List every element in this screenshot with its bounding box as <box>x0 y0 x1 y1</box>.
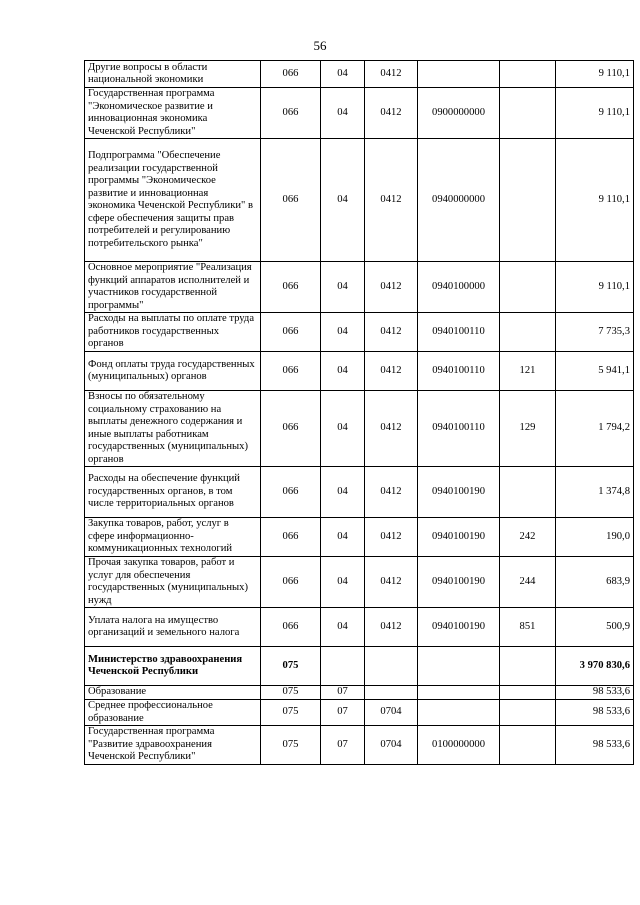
cell-expense-type <box>500 313 556 352</box>
cell-name: Основное мероприятие "Реализация функций аппаратов исполнителей и участников государственной программы" <box>85 262 261 313</box>
cell-section-code: 04 <box>321 88 365 139</box>
cell-name: Расходы на обеспечение функций государственных органов, в том числе территориальных органов <box>85 467 261 518</box>
cell-amount: 98 533,6 <box>556 686 634 700</box>
cell-expense-type: 129 <box>500 391 556 467</box>
cell-name: Фонд оплаты труда государственных (муниципальных) органов <box>85 352 261 391</box>
cell-subsection-code: 0412 <box>365 139 418 262</box>
cell-section-code: 07 <box>321 700 365 726</box>
cell-name: Государственная программа "Развитие здравоохранения Чеченской Республики" <box>85 726 261 765</box>
cell-subsection-code: 0704 <box>365 726 418 765</box>
cell-ministry-code: 066 <box>261 352 321 391</box>
table-row <box>85 557 634 608</box>
cell-amount: 5 941,1 <box>556 352 634 391</box>
cell-section-code: 04 <box>321 139 365 262</box>
cell-amount: 9 110,1 <box>556 61 634 88</box>
cell-section-code: 04 <box>321 352 365 391</box>
cell-amount: 1 374,8 <box>556 467 634 518</box>
cell-ministry-code: 066 <box>261 518 321 557</box>
cell-name: Закупка товаров, работ, услуг в сфере информационно-коммуникационных технологий <box>85 518 261 557</box>
cell-section-code: 04 <box>321 467 365 518</box>
cell-name: Государственная программа "Экономическое развитие и инновационная экономика Чеченской Республики" <box>85 88 261 139</box>
cell-expense-type <box>500 700 556 726</box>
table-row <box>85 647 634 686</box>
cell-name: Другие вопросы в области национальной экономики <box>85 61 261 88</box>
cell-name: Уплата налога на имущество организаций и земельного налога <box>85 608 261 647</box>
cell-section-code <box>321 647 365 686</box>
cell-ministry-code: 066 <box>261 139 321 262</box>
cell-target-article <box>418 700 500 726</box>
cell-subsection-code: 0412 <box>365 352 418 391</box>
cell-expense-type <box>500 262 556 313</box>
table-row <box>85 686 634 700</box>
cell-name: Образование <box>85 686 261 700</box>
cell-target-article: 0100000000 <box>418 726 500 765</box>
cell-amount: 7 735,3 <box>556 313 634 352</box>
cell-name: Расходы на выплаты по оплате труда работников государственных органов <box>85 313 261 352</box>
cell-section-code: 04 <box>321 262 365 313</box>
cell-ministry-code: 075 <box>261 700 321 726</box>
cell-subsection-code: 0412 <box>365 518 418 557</box>
table-row <box>85 313 634 352</box>
cell-subsection-code: 0412 <box>365 88 418 139</box>
cell-section-code: 04 <box>321 61 365 88</box>
cell-section-code: 04 <box>321 313 365 352</box>
cell-amount: 190,0 <box>556 518 634 557</box>
cell-expense-type: 851 <box>500 608 556 647</box>
cell-subsection-code: 0412 <box>365 557 418 608</box>
cell-subsection-code: 0412 <box>365 608 418 647</box>
cell-expense-type <box>500 647 556 686</box>
table-row <box>85 262 634 313</box>
cell-expense-type: 244 <box>500 557 556 608</box>
cell-target-article: 0940100110 <box>418 352 500 391</box>
cell-amount: 9 110,1 <box>556 88 634 139</box>
cell-amount: 9 110,1 <box>556 262 634 313</box>
table-row <box>85 608 634 647</box>
cell-target-article <box>418 686 500 700</box>
cell-ministry-code: 075 <box>261 686 321 700</box>
cell-subsection-code: 0412 <box>365 313 418 352</box>
cell-expense-type <box>500 467 556 518</box>
cell-section-code: 07 <box>321 726 365 765</box>
cell-expense-type: 121 <box>500 352 556 391</box>
table-body <box>85 61 634 765</box>
cell-amount: 1 794,2 <box>556 391 634 467</box>
page-number: 56 <box>313 38 327 53</box>
cell-amount: 683,9 <box>556 557 634 608</box>
cell-subsection-code <box>365 647 418 686</box>
table-row <box>85 518 634 557</box>
cell-section-code: 04 <box>321 608 365 647</box>
cell-ministry-code: 066 <box>261 262 321 313</box>
cell-name: Прочая закупка товаров, работ и услуг для обеспечения государственных (муниципальных) нужд <box>85 557 261 608</box>
cell-ministry-code: 066 <box>261 88 321 139</box>
cell-ministry-code: 066 <box>261 313 321 352</box>
cell-expense-type <box>500 61 556 88</box>
cell-name: Министерство здравоохранения Чеченской Республики <box>85 647 261 686</box>
cell-section-code: 04 <box>321 391 365 467</box>
cell-ministry-code: 066 <box>261 391 321 467</box>
table-row <box>85 391 634 467</box>
cell-name: Взносы по обязательному социальному страхованию на выплаты денежного содержания и иные выплаты работникам государственных (муниципальных) органов <box>85 391 261 467</box>
cell-amount: 98 533,6 <box>556 726 634 765</box>
table-row <box>85 61 634 88</box>
cell-target-article <box>418 647 500 686</box>
cell-ministry-code: 066 <box>261 557 321 608</box>
cell-ministry-code: 066 <box>261 608 321 647</box>
cell-amount: 9 110,1 <box>556 139 634 262</box>
cell-subsection-code: 0412 <box>365 391 418 467</box>
cell-expense-type <box>500 88 556 139</box>
cell-expense-type <box>500 686 556 700</box>
cell-name: Среднее профессиональное образование <box>85 700 261 726</box>
cell-subsection-code: 0704 <box>365 700 418 726</box>
cell-section-code: 07 <box>321 686 365 700</box>
cell-amount: 3 970 830,6 <box>556 647 634 686</box>
cell-name: Подпрограмма "Обеспечение реализации государственной программы "Экономическое развитие и инновационная экономика Чеченской Республики" в сфере обеспечения защиты прав потребителей и регулированию потребительского рынка" <box>85 139 261 262</box>
cell-ministry-code: 066 <box>261 61 321 88</box>
table-row <box>85 700 634 726</box>
cell-ministry-code: 075 <box>261 726 321 765</box>
cell-section-code: 04 <box>321 518 365 557</box>
cell-ministry-code: 066 <box>261 467 321 518</box>
cell-target-article: 0940100190 <box>418 518 500 557</box>
cell-target-article: 0940100000 <box>418 262 500 313</box>
cell-section-code: 04 <box>321 557 365 608</box>
cell-target-article: 0940100110 <box>418 391 500 467</box>
cell-target-article: 0940000000 <box>418 139 500 262</box>
cell-target-article: 0940100110 <box>418 313 500 352</box>
cell-target-article: 0900000000 <box>418 88 500 139</box>
cell-target-article: 0940100190 <box>418 467 500 518</box>
cell-amount: 98 533,6 <box>556 700 634 726</box>
table-row <box>85 88 634 139</box>
cell-expense-type <box>500 139 556 262</box>
cell-ministry-code: 075 <box>261 647 321 686</box>
cell-subsection-code <box>365 686 418 700</box>
cell-subsection-code: 0412 <box>365 467 418 518</box>
table-row <box>85 139 634 262</box>
table-row <box>85 352 634 391</box>
cell-subsection-code: 0412 <box>365 262 418 313</box>
cell-target-article: 0940100190 <box>418 557 500 608</box>
table-row <box>85 726 634 765</box>
budget-table <box>84 60 634 765</box>
table-row <box>85 467 634 518</box>
cell-subsection-code: 0412 <box>365 61 418 88</box>
cell-expense-type <box>500 726 556 765</box>
cell-target-article: 0940100190 <box>418 608 500 647</box>
cell-amount: 500,9 <box>556 608 634 647</box>
cell-expense-type: 242 <box>500 518 556 557</box>
cell-target-article <box>418 61 500 88</box>
